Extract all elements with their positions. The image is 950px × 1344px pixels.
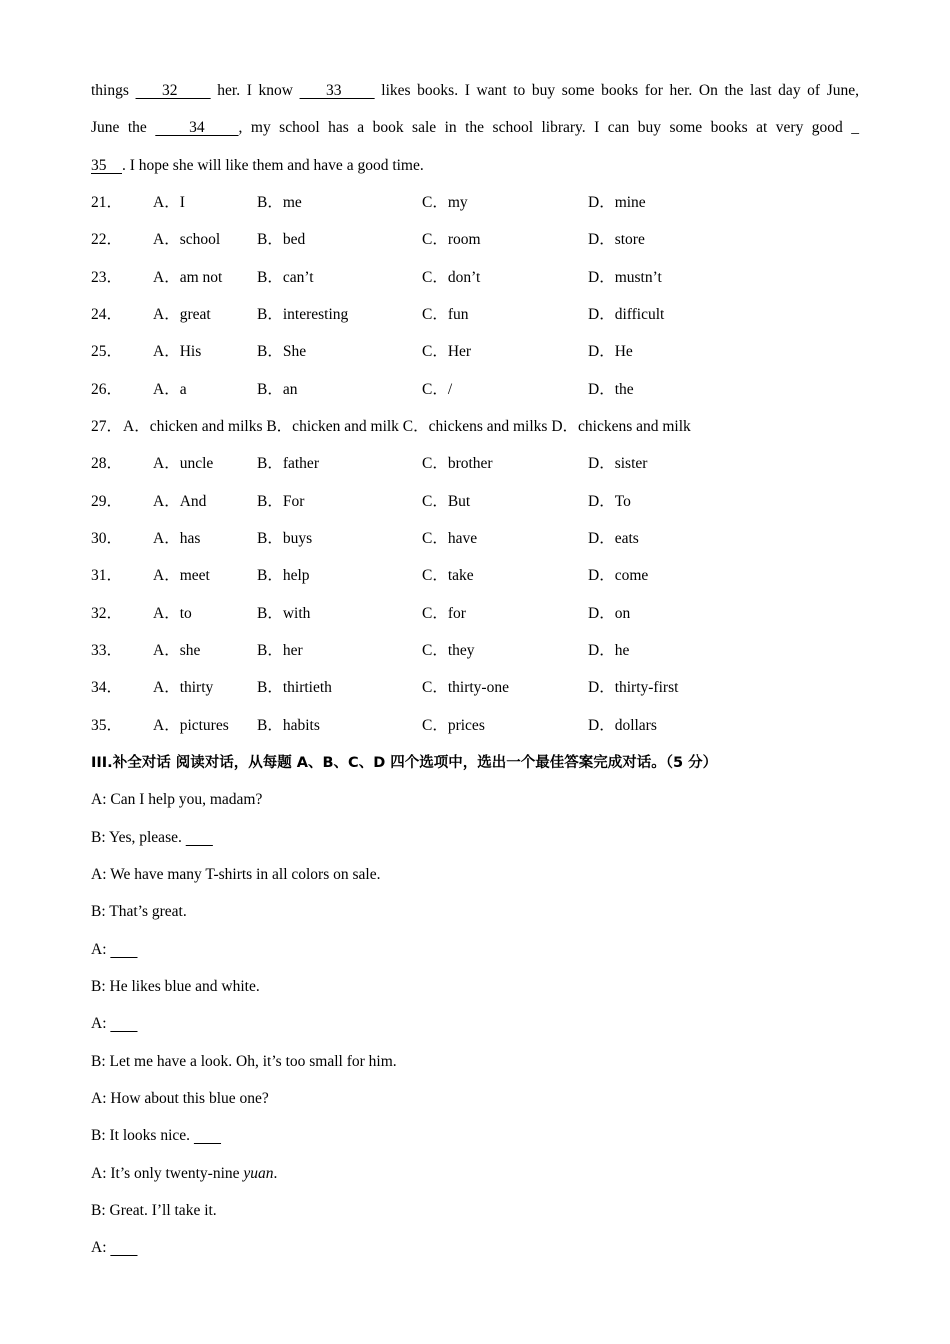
question-number: 21． <box>91 194 123 211</box>
option-c: C．for <box>422 605 466 622</box>
passage-line-2 <box>91 118 859 138</box>
question-number: 33． <box>91 642 123 659</box>
option-b: B．bed <box>257 231 306 248</box>
option-a: A．to <box>153 605 192 622</box>
passage-text: things <box>91 82 136 99</box>
question-32 <box>91 604 871 624</box>
dialogue-blank <box>194 1127 221 1144</box>
question-number: 29． <box>91 493 123 510</box>
question-26 <box>91 380 871 400</box>
question-number: 32． <box>91 605 123 622</box>
option-a: A．I <box>153 194 185 211</box>
dialogue-text: A: <box>91 1015 111 1032</box>
dialogue-line: B: Great. I’ll take it. <box>91 1202 217 1219</box>
dialogue-blank <box>110 941 137 958</box>
dialogue-line <box>91 940 138 960</box>
option-d: D．dollars <box>588 717 657 734</box>
option-d: D．store <box>588 231 645 248</box>
option-a: A．And <box>153 493 207 510</box>
option-b: B．me <box>257 194 302 211</box>
question-number: 25． <box>91 343 123 360</box>
question-33 <box>91 641 871 661</box>
blank-35-start: _ <box>851 119 860 136</box>
dialogue-line: B: Let me have a look. Oh, it’s too small for him. <box>91 1053 397 1070</box>
question-25 <box>91 342 871 362</box>
dialogue-line <box>91 1164 277 1184</box>
blank-33: 33 <box>299 82 375 99</box>
dialogue-text: B: Yes, please. <box>91 829 186 846</box>
option-d: D．To <box>588 493 631 510</box>
option-d: D．come <box>588 567 649 584</box>
dialogue-blank <box>110 1015 137 1032</box>
question-number: 30． <box>91 530 123 547</box>
dialogue-line <box>91 828 213 848</box>
question-number: 31． <box>91 567 123 584</box>
option-d: D．difficult <box>588 306 665 323</box>
question-number: 24． <box>91 306 123 323</box>
options-inline: A．chicken and milks B．chicken and milk C．chickens and milks D．chickens and milk <box>123 418 691 435</box>
question-31 <box>91 566 871 586</box>
question-22 <box>91 230 871 250</box>
option-d: D．mustn’t <box>588 269 662 286</box>
dialogue-text: A: <box>91 1239 111 1256</box>
question-29 <box>91 492 871 512</box>
option-a: A．school <box>153 231 221 248</box>
option-c: C．But <box>422 493 471 510</box>
option-a: A．meet <box>153 567 210 584</box>
option-d: D．eats <box>588 530 639 547</box>
question-number: 28． <box>91 455 123 472</box>
option-b: B．with <box>257 605 311 622</box>
option-c: C．prices <box>422 717 485 734</box>
dialogue-line: B: That’s great. <box>91 903 187 920</box>
option-c: C．Her <box>422 343 472 360</box>
option-c: C．have <box>422 530 478 547</box>
question-21 <box>91 193 871 213</box>
option-a: A．great <box>153 306 211 323</box>
option-d: D．thirty-first <box>588 679 679 696</box>
option-c: C．my <box>422 194 468 211</box>
question-35 <box>91 716 871 736</box>
dialogue-line <box>91 1238 138 1258</box>
question-27 <box>91 417 871 437</box>
option-a: A．has <box>153 530 201 547</box>
option-c: C．room <box>422 231 481 248</box>
dialogue-line: A: We have many T-shirts in all colors on sale. <box>91 866 381 883</box>
dialogue-line: A: How about this blue one? <box>91 1090 269 1107</box>
option-b: B．buys <box>257 530 313 547</box>
dialogue-line: A: Can I help you, madam? <box>91 791 263 808</box>
question-number: 26． <box>91 381 123 398</box>
option-b: B．habits <box>257 717 320 734</box>
option-a: A．am not <box>153 269 223 286</box>
option-c: C．they <box>422 642 475 659</box>
dialogue-text: . <box>273 1165 278 1182</box>
blank-35: 35 <box>91 157 122 174</box>
option-d: D．mine <box>588 194 646 211</box>
dialogue-text: B: It looks nice. <box>91 1127 194 1144</box>
option-c: C．thirty-one <box>422 679 509 696</box>
dialogue-text: A: <box>91 941 111 958</box>
question-34 <box>91 678 871 698</box>
question-23 <box>91 268 871 288</box>
dialogue-blank <box>186 829 213 846</box>
option-d: D．sister <box>588 455 648 472</box>
option-b: B．her <box>257 642 303 659</box>
option-a: A．thirty <box>153 679 214 696</box>
blank-32: 32 <box>135 82 211 99</box>
dialogue-line <box>91 1126 221 1146</box>
option-d: D．on <box>588 605 631 622</box>
option-b: B．father <box>257 455 319 472</box>
option-a: A．she <box>153 642 201 659</box>
question-24 <box>91 305 871 325</box>
option-a: A．pictures <box>153 717 229 734</box>
option-c: C．brother <box>422 455 493 472</box>
dialogue-blank <box>110 1239 137 1256</box>
question-28 <box>91 454 871 474</box>
dialogue-italic-word: yuan <box>243 1165 274 1182</box>
passage-text: likes books. I want to buy some books for her. On the last day of June, <box>374 82 860 99</box>
option-c: C．fun <box>422 306 469 323</box>
option-b: B．can’t <box>257 269 314 286</box>
option-c: C．/ <box>422 381 453 398</box>
option-c: C．take <box>422 567 474 584</box>
option-b: B．thirtieth <box>257 679 332 696</box>
option-b: B．interesting <box>257 306 349 323</box>
question-number: 34． <box>91 679 123 696</box>
option-b: B．She <box>257 343 307 360</box>
option-b: B．an <box>257 381 298 398</box>
option-d: D．He <box>588 343 633 360</box>
option-a: A．uncle <box>153 455 214 472</box>
question-number: 35． <box>91 717 123 734</box>
section-heading: III.补全对话 阅读对话，从每题 A、B、C、D 四个选项中，选出一个最佳答案完成对话。（5 分） <box>91 755 718 771</box>
option-d: D．the <box>588 381 634 398</box>
passage-line-1 <box>91 81 859 101</box>
dialogue-line <box>91 1014 138 1034</box>
option-d: D．he <box>588 642 630 659</box>
question-30 <box>91 529 871 549</box>
question-number: 22． <box>91 231 123 248</box>
dialogue-line: B: He likes blue and white. <box>91 978 260 995</box>
option-b: B．help <box>257 567 310 584</box>
option-c: C．don’t <box>422 269 481 286</box>
passage-text: . I hope she will like them and have a good time. <box>122 157 424 174</box>
question-number: 27． <box>91 418 123 435</box>
question-number: 23． <box>91 269 123 286</box>
option-a: A．His <box>153 343 202 360</box>
passage-text: June the <box>91 119 156 136</box>
passage-line-3 <box>91 156 424 176</box>
blank-34: 34 <box>155 119 239 136</box>
passage-text: , my school has a book sale in the school library. I can buy some books at very good <box>238 119 852 136</box>
option-b: B．For <box>257 493 305 510</box>
passage-text: her. I know <box>210 82 300 99</box>
dialogue-text: A: It’s only twenty-nine <box>91 1165 244 1182</box>
option-a: A．a <box>153 381 187 398</box>
